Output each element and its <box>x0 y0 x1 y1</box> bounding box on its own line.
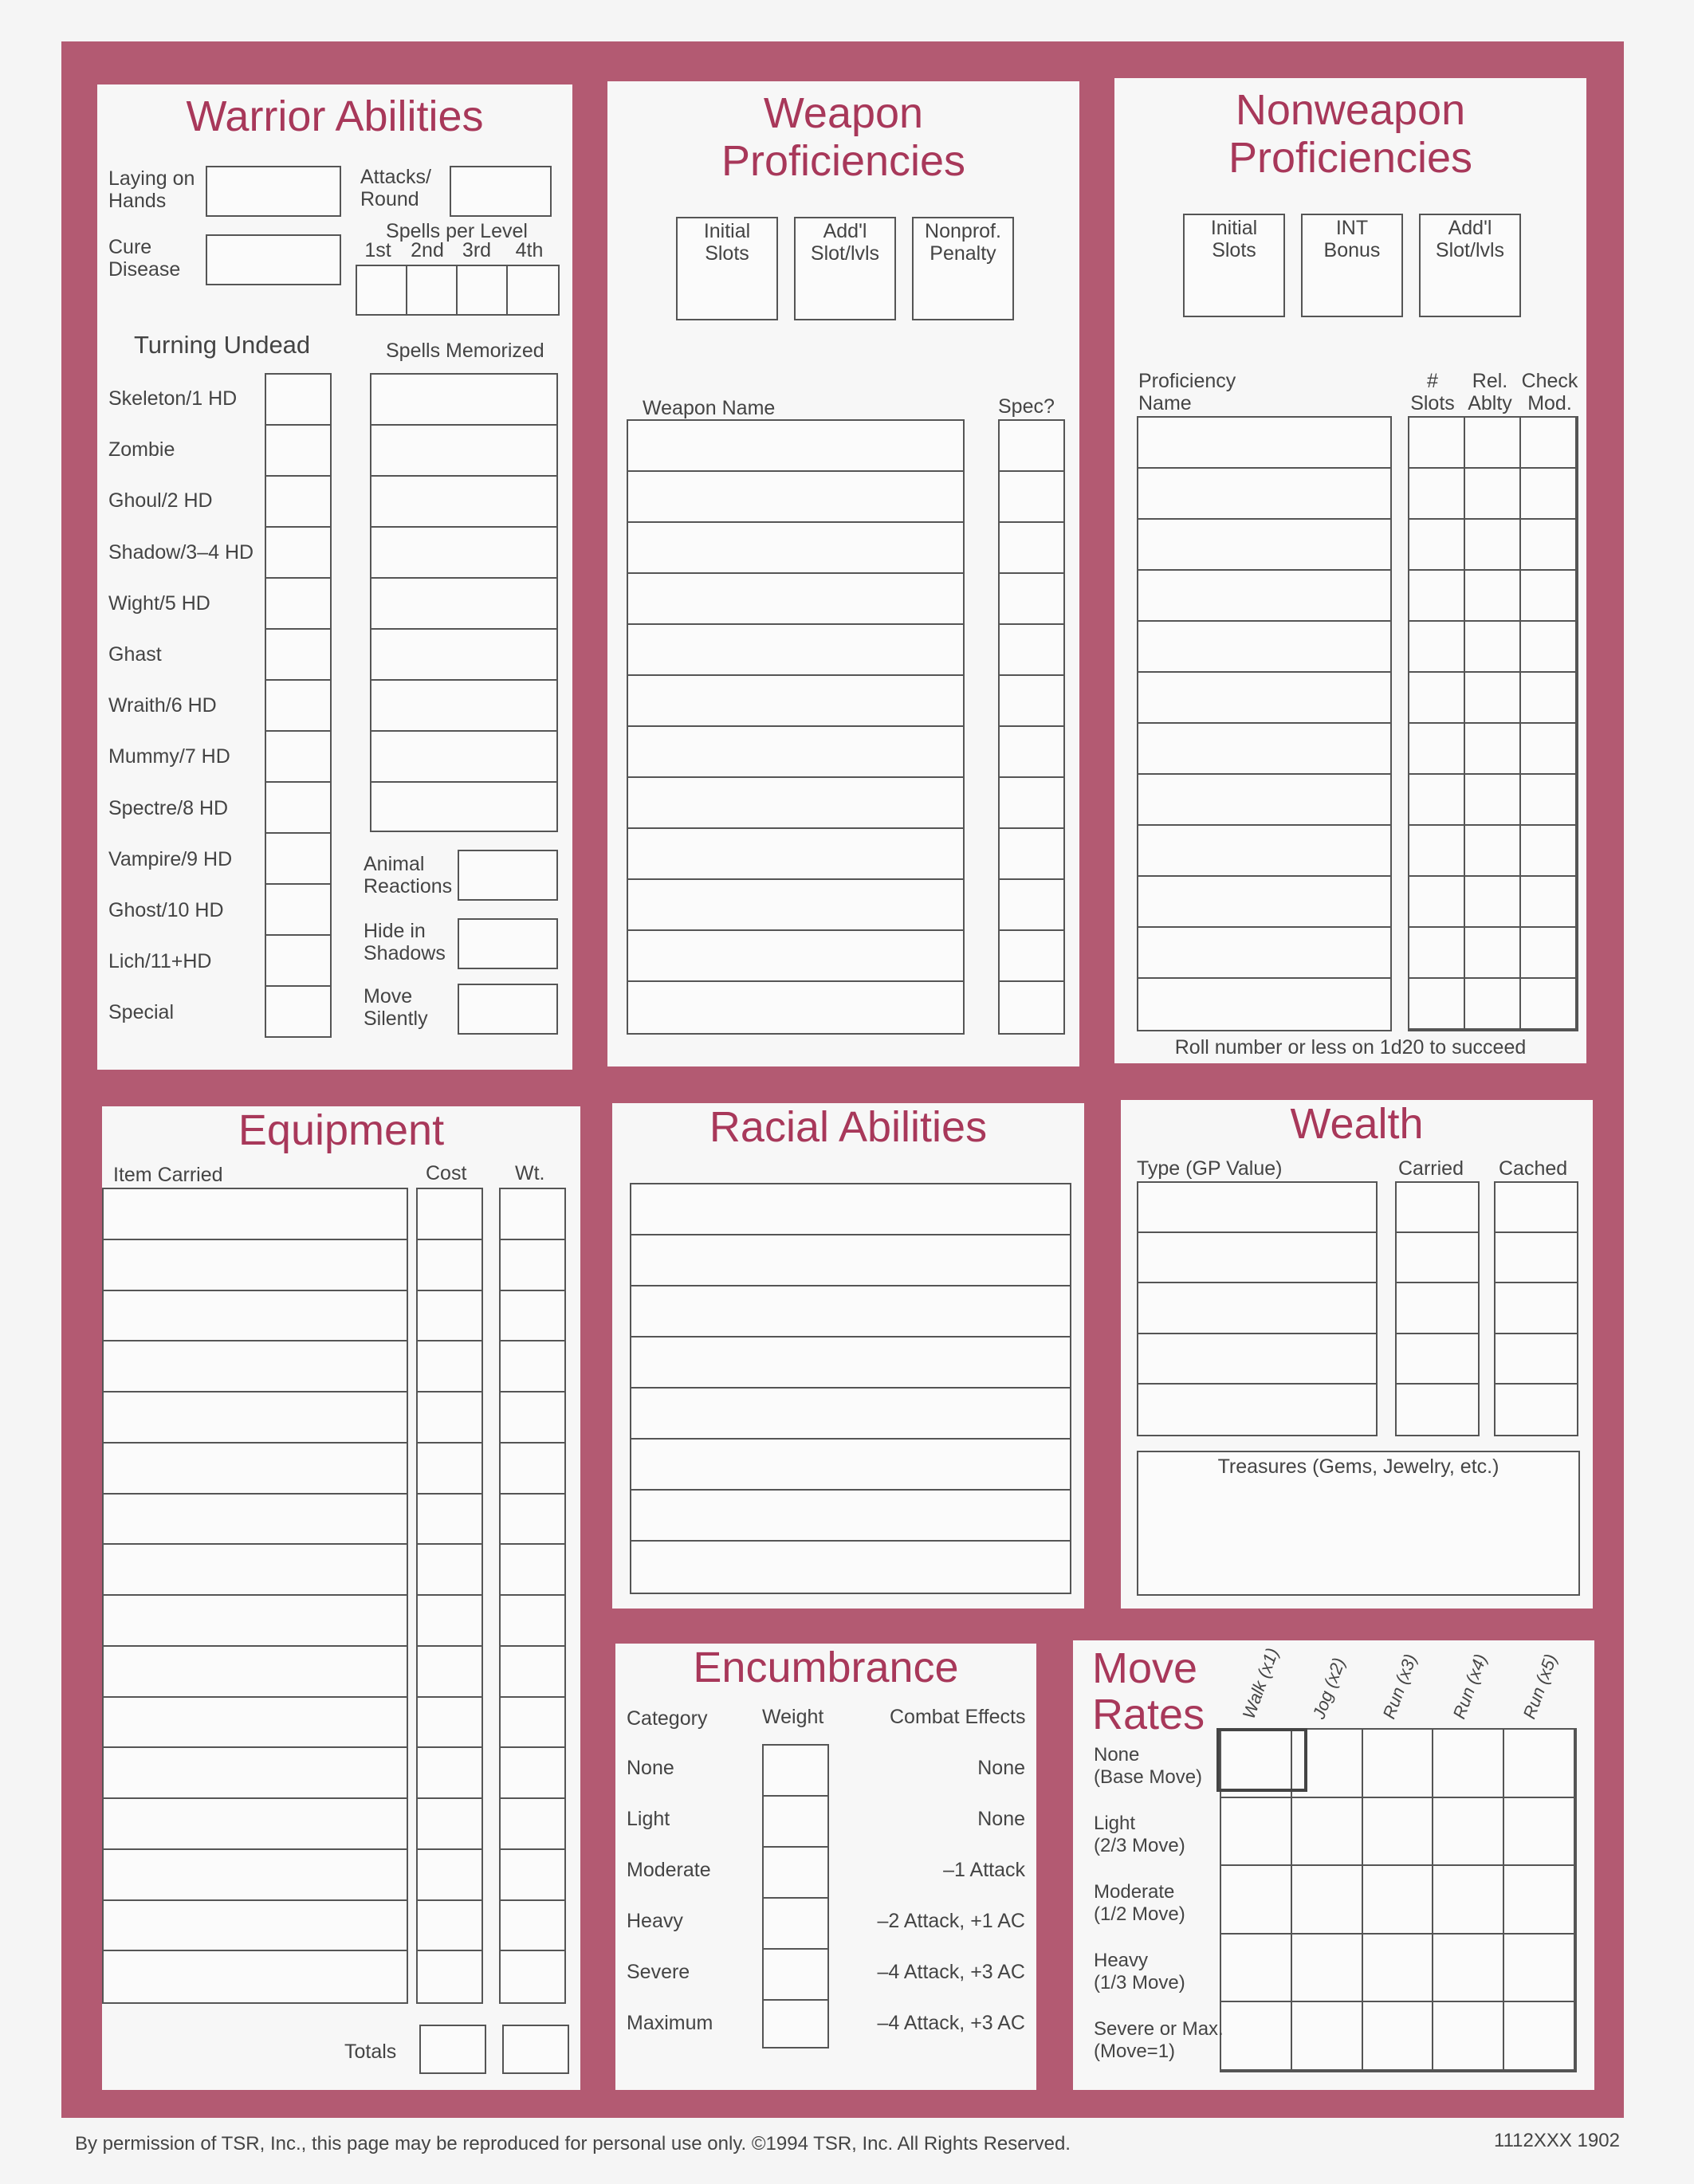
table-row[interactable] <box>104 1698 407 1749</box>
table-row[interactable] <box>418 1444 481 1495</box>
spells-per-level-grid[interactable] <box>356 265 560 316</box>
table-row[interactable] <box>1496 1334 1577 1385</box>
table-row[interactable] <box>1496 1283 1577 1334</box>
grid-cell[interactable] <box>1504 1730 1575 1798</box>
table-row[interactable] <box>1138 928 1390 979</box>
item-carried-column[interactable] <box>102 1188 408 2004</box>
table-row[interactable] <box>1138 673 1390 724</box>
grid-cell[interactable] <box>1521 622 1577 673</box>
grid-cell[interactable] <box>1465 520 1521 571</box>
weight-header: Weight <box>762 1706 824 1728</box>
table-row[interactable] <box>418 1748 481 1799</box>
hide-in-shadows-field[interactable] <box>458 918 558 969</box>
encumbrance-weight-column[interactable] <box>762 1744 829 2048</box>
table-row[interactable] <box>501 1189 564 1240</box>
table-row[interactable] <box>1000 472 1063 523</box>
combat-effect: –4 Attack, +3 AC <box>877 2012 1025 2034</box>
table-row[interactable] <box>628 421 963 472</box>
grid-cell[interactable] <box>1433 1935 1504 2003</box>
nonweapon-addl-slots-label: Add'l Slot/lvls <box>1435 217 1505 261</box>
table-row[interactable] <box>628 727 963 778</box>
table-row[interactable] <box>501 1291 564 1342</box>
table-row[interactable] <box>1138 469 1390 520</box>
wt-header: Wt. <box>515 1162 545 1184</box>
table-row[interactable] <box>501 1444 564 1495</box>
wealth-carried-column[interactable] <box>1395 1181 1480 1436</box>
grid-cell[interactable] <box>1363 1730 1434 1798</box>
move-column-header: Jog (x2) <box>1308 1655 1350 1722</box>
table-row[interactable] <box>1397 1183 1478 1233</box>
grid-cell[interactable] <box>1409 877 1465 928</box>
table-row[interactable] <box>628 472 963 523</box>
grid-cell[interactable] <box>1465 928 1521 979</box>
table-row[interactable] <box>501 1951 564 2002</box>
item-carried-header: Item Carried <box>113 1164 223 1186</box>
grid-cell[interactable] <box>1465 979 1521 1030</box>
grid-cell[interactable] <box>1521 520 1577 571</box>
table-row[interactable] <box>1397 1385 1478 1435</box>
encumbrance-category: Moderate <box>627 1859 711 1881</box>
move-rates-title: Move Rates <box>1092 1644 1205 1738</box>
laying-on-hands-field[interactable] <box>206 166 341 217</box>
undead-type-label: Shadow/3–4 HD <box>108 540 254 564</box>
table-row[interactable] <box>104 1951 407 2002</box>
cost-total-field[interactable] <box>419 2025 486 2074</box>
table-row[interactable] <box>1397 1283 1478 1334</box>
racial-abilities-panel <box>612 1103 1084 1609</box>
table-row[interactable] <box>1000 574 1063 625</box>
weapon-proficiencies-title: Weapon Proficiencies <box>721 89 966 185</box>
table-row[interactable] <box>631 1542 1070 1593</box>
grid-cell[interactable] <box>1504 2002 1575 2071</box>
weapon-proficiencies-panel <box>607 81 1079 1066</box>
combat-effect: –4 Attack, +3 AC <box>877 1961 1025 1983</box>
grid-cell[interactable] <box>1409 520 1465 571</box>
table-row[interactable] <box>418 1341 481 1392</box>
table-row[interactable] <box>418 1698 481 1749</box>
grid-cell[interactable] <box>1521 469 1577 520</box>
grid-cell[interactable] <box>1221 1866 1292 1935</box>
permission-notice: By permission of TSR, Inc., this page may be reproduced for personal use only. ©1994 TSR, Inc. All Rights Reserved. <box>75 2133 1071 2155</box>
grid-cell[interactable] <box>1465 469 1521 520</box>
spec-column[interactable] <box>998 419 1065 1035</box>
table-row[interactable] <box>104 1748 407 1799</box>
totals-label: Totals <box>344 2041 397 2063</box>
table-row[interactable] <box>628 676 963 727</box>
table-row[interactable] <box>1138 622 1390 673</box>
table-row[interactable] <box>628 829 963 880</box>
grid-cell[interactable] <box>1292 1866 1363 1935</box>
wt-column[interactable] <box>499 1188 566 2004</box>
grid-cell[interactable] <box>1504 1935 1575 2003</box>
spell-level-3rd: 3rd <box>462 239 492 261</box>
table-row[interactable] <box>501 1647 564 1698</box>
table-row[interactable] <box>418 1495 481 1546</box>
table-row[interactable] <box>104 1545 407 1596</box>
spec-header: Spec? <box>998 395 1055 418</box>
table-row[interactable] <box>1496 1183 1577 1233</box>
table-row[interactable] <box>631 1389 1070 1440</box>
table-row[interactable] <box>631 1184 1070 1235</box>
grid-cell[interactable] <box>1409 622 1465 673</box>
grid-cell[interactable] <box>1521 571 1577 622</box>
cached-header: Cached <box>1499 1157 1568 1180</box>
grid-cell[interactable] <box>1409 724 1465 775</box>
table-row[interactable] <box>418 1189 481 1240</box>
animal-reactions-label: Animal Reactions <box>364 853 453 898</box>
grid-cell[interactable] <box>1465 571 1521 622</box>
hide-in-shadows-label: Hide in Shadows <box>364 920 446 964</box>
table-row[interactable] <box>501 1545 564 1596</box>
racial-abilities-title: Racial Abilities <box>709 1103 988 1151</box>
weapon-name-column[interactable] <box>627 419 965 1035</box>
encumbrance-category: Severe <box>627 1961 690 1983</box>
grid-cell[interactable] <box>1465 775 1521 826</box>
grid-cell[interactable] <box>1521 826 1577 877</box>
move-silently-field[interactable] <box>458 984 558 1035</box>
move-column-header: Walk (x1) <box>1238 1645 1283 1722</box>
table-row[interactable] <box>418 1596 481 1647</box>
grid-cell[interactable] <box>1221 1935 1292 2003</box>
undead-type-label: Mummy/7 HD <box>108 745 230 768</box>
encumbrance-category: None <box>627 1757 674 1779</box>
table-row[interactable] <box>418 1951 481 2002</box>
table-row[interactable] <box>1138 1183 1376 1233</box>
encumbrance-category: Maximum <box>627 2012 713 2034</box>
table-row[interactable] <box>1000 625 1063 676</box>
table-row[interactable] <box>104 1799 407 1850</box>
table-row[interactable] <box>501 1495 564 1546</box>
grid-cell[interactable] <box>1363 2002 1434 2071</box>
grid-cell[interactable] <box>1409 418 1465 469</box>
table-row[interactable] <box>104 1444 407 1495</box>
table-row[interactable] <box>631 1338 1070 1389</box>
turning-undead-label: Turning Undead <box>134 331 311 359</box>
table-row[interactable] <box>501 1799 564 1850</box>
grid-cell[interactable] <box>1409 469 1465 520</box>
undead-type-label: Ghast <box>108 643 162 666</box>
table-row[interactable] <box>628 982 963 1033</box>
spell-level-4th: 4th <box>515 239 544 261</box>
table-row[interactable] <box>418 1240 481 1291</box>
grid-cell[interactable] <box>1409 826 1465 877</box>
table-row[interactable] <box>1000 778 1063 829</box>
grid-cell[interactable] <box>1221 1798 1292 1867</box>
table-row[interactable] <box>1138 1334 1376 1385</box>
table-row[interactable] <box>501 1240 564 1291</box>
table-row[interactable] <box>1000 421 1063 472</box>
animal-reactions-field[interactable] <box>458 850 558 901</box>
encumbrance-category: Light <box>627 1808 670 1830</box>
spells-memorized-box[interactable] <box>370 373 558 832</box>
grid-cell[interactable] <box>1465 826 1521 877</box>
spell-level-1st: 1st <box>364 239 391 261</box>
table-row[interactable] <box>104 1495 407 1546</box>
table-row[interactable] <box>1138 1283 1376 1334</box>
table-row[interactable] <box>1138 979 1390 1030</box>
table-row[interactable] <box>1397 1233 1478 1283</box>
attacks-round-label: Attacks/ Round <box>360 166 431 210</box>
nonprof-penalty-label: Nonprof. Penalty <box>925 220 1001 265</box>
grid-cell[interactable] <box>1465 418 1521 469</box>
table-row[interactable] <box>1138 1385 1376 1435</box>
table-row[interactable] <box>631 1286 1070 1338</box>
base-walk-highlight <box>1216 1728 1307 1792</box>
table-row[interactable] <box>631 1235 1070 1286</box>
table-row[interactable] <box>1000 931 1063 982</box>
laying-on-hands-label: Laying on Hands <box>108 167 195 212</box>
move-column-header: Run (x5) <box>1519 1651 1561 1722</box>
table-row[interactable] <box>628 523 963 574</box>
carried-header: Carried <box>1398 1157 1464 1180</box>
grid-cell[interactable] <box>1521 877 1577 928</box>
grid-cell[interactable] <box>1504 1798 1575 1867</box>
move-row-label: None (Base Move) <box>1094 1744 1203 1788</box>
combat-effect: None <box>977 1808 1025 1830</box>
undead-type-label: Special <box>108 1001 174 1024</box>
table-row[interactable] <box>1000 880 1063 931</box>
table-row[interactable] <box>628 778 963 829</box>
grid-cell[interactable] <box>1465 673 1521 724</box>
grid-cell[interactable] <box>1521 928 1577 979</box>
equipment-title: Equipment <box>238 1106 445 1154</box>
undead-type-label: Wraith/6 HD <box>108 694 217 717</box>
table-row[interactable] <box>1138 877 1390 928</box>
combat-effect: None <box>977 1757 1025 1779</box>
table-row[interactable] <box>104 1341 407 1392</box>
combat-effects-header: Combat Effects <box>890 1706 1026 1728</box>
attacks-round-field[interactable] <box>450 166 552 217</box>
check-mod-header: Check Mod. <box>1521 370 1578 414</box>
grid-cell[interactable] <box>1521 724 1577 775</box>
grid-cell[interactable] <box>1433 2002 1504 2071</box>
encumbrance-panel <box>615 1644 1036 2090</box>
table-row[interactable] <box>501 1748 564 1799</box>
grid-cell[interactable] <box>1409 979 1465 1030</box>
nonweapon-proficiencies-panel <box>1114 78 1586 1063</box>
table-row[interactable] <box>1000 523 1063 574</box>
product-code: 1112XXX 1902 <box>1494 2130 1620 2151</box>
move-row-label: Heavy (1/3 Move) <box>1094 1950 1185 1993</box>
move-row-label: Moderate (1/2 Move) <box>1094 1881 1185 1925</box>
table-row[interactable] <box>418 1799 481 1850</box>
table-row[interactable] <box>104 1189 407 1240</box>
table-row[interactable] <box>104 1596 407 1647</box>
grid-cell[interactable] <box>1521 979 1577 1030</box>
grid-cell[interactable] <box>1409 775 1465 826</box>
nonweapon-proficiencies-title: Nonweapon Proficiencies <box>1228 86 1473 182</box>
move-row-label: Severe or Max. (Move=1) <box>1094 2018 1224 2062</box>
move-rates-panel <box>1073 1640 1594 2090</box>
grid-cell[interactable] <box>1409 673 1465 724</box>
table-row[interactable] <box>628 931 963 982</box>
table-row[interactable] <box>104 1850 407 1901</box>
warrior-abilities-title: Warrior Abilities <box>186 92 484 140</box>
spells-memorized-label: Spells Memorized <box>386 340 544 362</box>
table-row[interactable] <box>418 1291 481 1342</box>
category-header: Category <box>627 1707 708 1730</box>
table-row[interactable] <box>418 1850 481 1901</box>
table-row[interactable] <box>628 574 963 625</box>
spells-per-level-label: Spells per Level <box>386 220 528 242</box>
table-row[interactable] <box>418 1392 481 1444</box>
grid-cell[interactable] <box>1465 877 1521 928</box>
cost-column[interactable] <box>416 1188 483 2004</box>
grid-cell[interactable] <box>1221 2002 1292 2071</box>
turning-undead-column[interactable] <box>265 373 332 1038</box>
table-row[interactable] <box>1138 826 1390 877</box>
cure-disease-field[interactable] <box>206 234 341 285</box>
move-column-header: Run (x3) <box>1378 1651 1421 1722</box>
table-row[interactable] <box>501 1850 564 1901</box>
table-row[interactable] <box>501 1392 564 1444</box>
grid-cell[interactable] <box>1363 1866 1434 1935</box>
int-bonus-label: INT Bonus <box>1323 217 1381 261</box>
spell-level-2nd: 2nd <box>411 239 444 261</box>
grid-cell[interactable] <box>1433 1866 1504 1935</box>
table-row[interactable] <box>631 1491 1070 1542</box>
table-row[interactable] <box>1138 1233 1376 1283</box>
table-row[interactable] <box>1000 727 1063 778</box>
grid-cell[interactable] <box>1292 1935 1363 2003</box>
move-column-header: Run (x4) <box>1448 1651 1491 1722</box>
table-row[interactable] <box>628 880 963 931</box>
encumbrance-category: Heavy <box>627 1910 683 1932</box>
wealth-type-column[interactable] <box>1137 1181 1378 1436</box>
encumbrance-title: Encumbrance <box>693 1644 959 1691</box>
undead-type-label: Ghoul/2 HD <box>108 489 213 513</box>
table-row[interactable] <box>1138 571 1390 622</box>
cure-disease-label: Cure Disease <box>108 236 181 281</box>
grid-cell[interactable] <box>1465 724 1521 775</box>
table-row[interactable] <box>628 625 963 676</box>
undead-type-label: Zombie <box>108 438 175 462</box>
weapon-name-header: Weapon Name <box>643 397 776 419</box>
undead-type-label: Skeleton/1 HD <box>108 387 238 410</box>
table-row[interactable] <box>104 1901 407 1952</box>
grid-cell[interactable] <box>1433 1730 1504 1798</box>
table-row[interactable] <box>1397 1334 1478 1385</box>
grid-cell[interactable] <box>1409 928 1465 979</box>
num-slots-header: # Slots <box>1410 370 1455 414</box>
type-gp-header: Type (GP Value) <box>1137 1157 1283 1180</box>
undead-type-label: Vampire/9 HD <box>108 847 233 870</box>
grid-cell[interactable] <box>1521 673 1577 724</box>
table-row[interactable] <box>501 1341 564 1392</box>
weapon-initial-slots-label: Initial Slots <box>703 220 751 265</box>
racial-abilities-list[interactable] <box>630 1183 1071 1594</box>
combat-effect: –1 Attack <box>943 1859 1025 1881</box>
table-row[interactable] <box>1000 676 1063 727</box>
grid-cell[interactable] <box>1409 571 1465 622</box>
grid-cell[interactable] <box>1521 418 1577 469</box>
table-row[interactable] <box>501 1698 564 1749</box>
table-row[interactable] <box>501 1901 564 1952</box>
equipment-panel <box>102 1106 580 2090</box>
cost-header: Cost <box>426 1162 467 1184</box>
table-row[interactable] <box>631 1440 1070 1491</box>
table-row[interactable] <box>104 1647 407 1698</box>
proficiency-name-column[interactable] <box>1137 416 1392 1031</box>
grid-cell[interactable] <box>1363 1935 1434 2003</box>
grid-cell[interactable] <box>1504 1866 1575 1935</box>
table-row[interactable] <box>418 1901 481 1952</box>
grid-cell[interactable] <box>1292 2002 1363 2071</box>
grid-cell[interactable] <box>1465 622 1521 673</box>
rel-ablty-header: Rel. Ablty <box>1468 370 1512 414</box>
table-row[interactable] <box>1138 724 1390 775</box>
nonweapon-initial-slots-label: Initial Slots <box>1210 217 1258 261</box>
table-row[interactable] <box>1138 418 1390 469</box>
grid-cell[interactable] <box>1433 1798 1504 1867</box>
grid-cell[interactable] <box>1363 1798 1434 1867</box>
grid-cell[interactable] <box>1521 775 1577 826</box>
combat-effect: –2 Attack, +1 AC <box>877 1910 1025 1932</box>
undead-type-label: Spectre/8 HD <box>108 796 229 819</box>
table-row[interactable] <box>501 1596 564 1647</box>
warrior-abilities-panel <box>97 84 572 1070</box>
table-row[interactable] <box>104 1291 407 1342</box>
wealth-title: Wealth <box>1290 1100 1424 1148</box>
roll-note: Roll number or less on 1d20 to succeed <box>1174 1036 1527 1059</box>
table-row[interactable] <box>104 1392 407 1444</box>
table-row[interactable] <box>104 1240 407 1291</box>
table-row[interactable] <box>1138 520 1390 571</box>
proficiency-stats-grid[interactable] <box>1408 416 1578 1031</box>
table-row[interactable] <box>1496 1233 1577 1283</box>
proficiency-name-header: Proficiency Name <box>1138 370 1236 414</box>
undead-type-label: Wight/5 HD <box>108 591 210 615</box>
table-row[interactable] <box>1000 982 1063 1033</box>
move-silently-label: Move Silently <box>364 985 428 1030</box>
undead-type-label: Lich/11+HD <box>108 950 212 973</box>
wt-total-field[interactable] <box>502 2025 569 2074</box>
table-row[interactable] <box>1000 829 1063 880</box>
table-row[interactable] <box>1138 775 1390 826</box>
table-row[interactable] <box>418 1545 481 1596</box>
undead-type-label: Ghost/10 HD <box>108 899 224 921</box>
grid-cell[interactable] <box>1292 1798 1363 1867</box>
wealth-panel <box>1121 1100 1593 1609</box>
move-row-label: Light (2/3 Move) <box>1094 1813 1185 1856</box>
weapon-addl-slots-label: Add'l Slot/lvls <box>810 220 880 265</box>
table-row[interactable] <box>418 1647 481 1698</box>
wealth-cached-column[interactable] <box>1494 1181 1578 1436</box>
table-row[interactable] <box>1496 1385 1577 1435</box>
treasures-label: Treasures (Gems, Jewelry, etc.) <box>1217 1455 1499 1478</box>
